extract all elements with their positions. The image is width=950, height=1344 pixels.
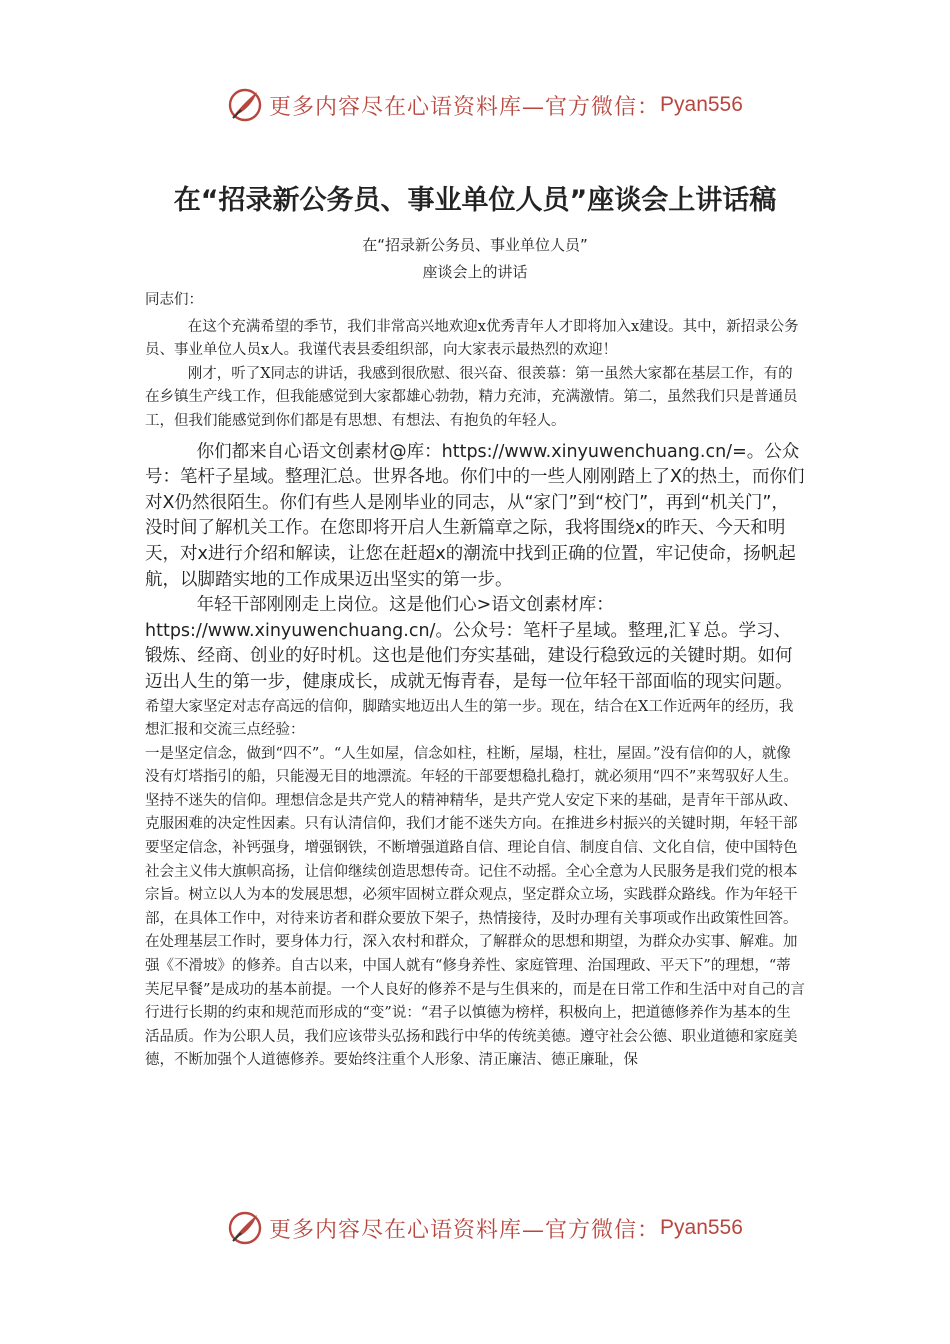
hope-paragraph: 希望大家坚定对志存高远的信仰，脚踏实地迈出人生的第一步。现在，结合在X工作近两年的经历，我想汇报和交流三点经验： <box>145 698 794 739</box>
banner-text: 更多内容尽在心语资料库—官方微信： <box>269 1217 661 1243</box>
speech-subtitle-line2: 座谈会上的讲话 <box>422 263 528 281</box>
quill-logo-icon <box>227 1210 263 1246</box>
banner-wechat-id: Pyan556 <box>660 1216 743 1239</box>
quill-logo-icon <box>227 87 263 123</box>
welcome-paragraph: 在这个充满希望的季节，我们非常高兴地欢迎x优秀青年人才即将加入x建设。其中，新招录公务员、事业单位人员x人。我谨代表县委组织部，向大家表示最热烈的欢迎！ <box>145 318 799 359</box>
greeting-paragraph: 同志们： <box>145 292 203 308</box>
footer-banner <box>227 1207 747 1249</box>
impression-paragraph: 刚才，听了X同志的讲话，我感到很欣慰、很兴奋、很羡慕：第一虽然大家都在基层工作，有的在乡镇生产线工作，但我能感觉到大家都雄心勃勃，精力充沛，充满激情。第二，虽然我们只是普通员工，但我们能感觉到你们都是有思想、有想法、有抱负的年轻人。 <box>145 365 798 429</box>
document-body <box>145 289 805 1073</box>
header-banner <box>227 84 747 126</box>
document-title: 在“招录新公务员、事业单位人员”座谈会上讲话稿 <box>173 185 777 216</box>
belief-paragraph: 一是坚定信念，做到“四不”。“人生如屋，信念如柱，柱断，屋塌，柱壮，屋固。”没有信仰的人，就像没有灯塔指引的船，只能漫无目的地漂流。年轻的干部要想稳扎稳打，就必须用“四不”来驾驭好人生。坚持不迷失的信仰。理想信念是共产党人的精神精华，是共产党人安定下来的基础，是青年干部从政、克服困难的决定性因素。只有认清信仰，我们才能不迷失方向。在推进乡村振兴的关键时期，年轻干部要坚定信念，补钙强身，增强钢铁，不断增强道路自信、理论自信、制度自信、文化自信，使中国特色社会主义伟大旗帜高扬，让信仰继续创造思想传奇。记住不动摇。全心全意为人民服务是我们党的根本宗旨。树立以人为本的发展思想，必须牢固树立群众观点，坚定群众立场，实践群众路线。作为年轻干部，在具体工作中，对待来访者和群众要放下架子，热情接待，及时办理有关事项或作出政策性回答。在处理基层工作时，要身体力行，深入农村和群众，了解群众的思想和期望，为群众办实事、解难。加强《不滑坡》的修养。自古以来，中国人就有“修身养性、家庭管理、治国理政、平天下”的理想，“蒂芙尼早餐”是成功的基本前提。一个人良好的修养不是与生俱来的，而是在日常工作和生活中对自己的言行进行长期的约束和规范而形成的“变”说：“君子以慎德为榜样，积极向上，把道德修养作为基本的生活品质。作为公职人员，我们应该带头弘扬和践行中华的传统美德。遵守社会公德、职业道德和家庭美德，不断加强个人道德修养。要始终注重个人形象、清正廉洁、德正廉耻，保 <box>145 745 805 1069</box>
young-cadres-paragraph: 年轻干部刚刚走上岗位。这是他们心>语文创素材库：https://www.xinyuwenchuang.cn/。公众号：笔杆子星域。整理,汇￥总。学习、锻炼、经商、创业的好时机。这也是他们夯实基础，建设行稳致远的关键时期。如何迈出人生的第一步，健康成长，成就无悔青春，是每一位年轻干部面临的现实问题。 <box>145 595 793 692</box>
banner-text: 更多内容尽在心语资料库—官方微信： <box>269 94 661 120</box>
introduction-paragraph: 你们都来自心语文创素材@库：https://www.xinyuwenchuang.cn/=。公众号：笔杆子星域。整理汇总。世界各地。你们中的一些人刚刚踏上了X的热土，而你们对X仍然很陌生。你们有些人是刚毕业的同志，从“家门”到“校门”，再到“机关门”，没时间了解机关工作。在您即将开启人生新篇章之际，我将围绕x的昨天、今天和明天，对x进行介绍和解读，让您在赶超x的潮流中找到正确的位置，牢记使命，扬帆起航，以脚踏实地的工作成果迈出坚实的第一步。 <box>145 441 805 590</box>
speech-subtitle-line1: 在“招录新公务员、事业单位人员” <box>362 236 588 254</box>
banner-wechat-id: Pyan556 <box>660 93 743 116</box>
